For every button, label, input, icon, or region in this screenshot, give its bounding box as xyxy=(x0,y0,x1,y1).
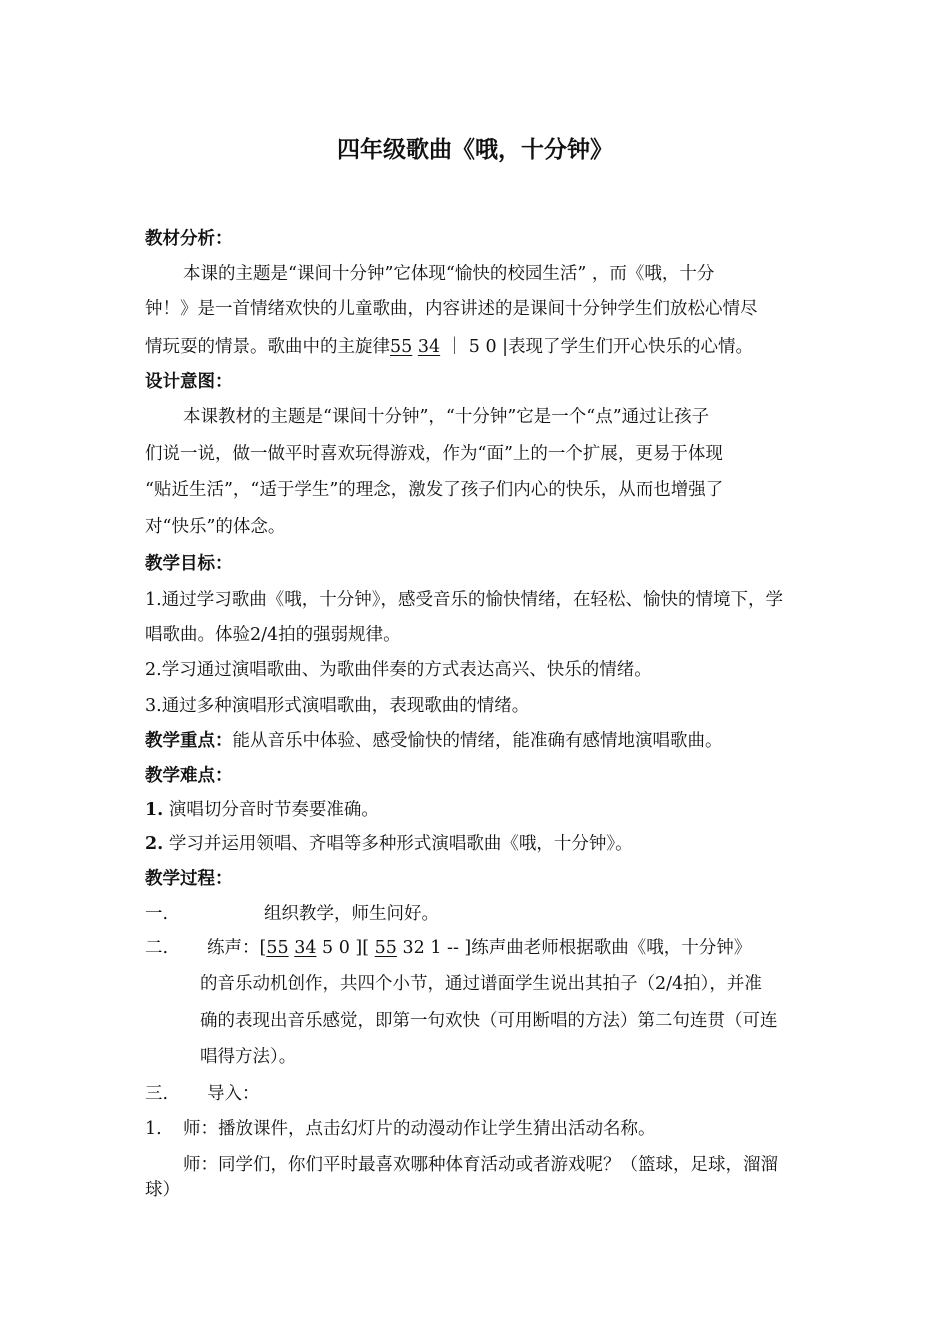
warmup-note-55: 55 xyxy=(266,938,289,958)
analysis-heading: 教材分析： xyxy=(145,229,233,249)
design-line-3: “贴近生活”，“适于学生”的理念，激发了孩子们内心的快乐，从而也增强了 xyxy=(145,480,724,500)
key-point-text: 能从音乐中体验、感受愉快的情绪，能准确有感情地演唱歌曲。 xyxy=(232,731,723,751)
process-step-3-number: 三. xyxy=(145,1084,169,1104)
goals-heading: 教学目标： xyxy=(145,554,233,574)
difficulty-item-1-number: 1. xyxy=(145,800,164,820)
melody-rest: ｜ 5 0 | xyxy=(440,337,509,357)
process-step-1-text: 组织教学，师生问好。 xyxy=(264,904,439,924)
design-heading: 设计意图： xyxy=(145,372,233,392)
process-step-3-text: 导入： xyxy=(207,1084,260,1104)
process-step-2-line-1 xyxy=(207,935,751,961)
process-teacher-line-1: 师：同学们，你们平时最喜欢哪种体育活动或者游戏呢？（篮球，足球，溜溜 xyxy=(183,1155,778,1175)
warmup-middle: 5 0 ][ xyxy=(316,938,375,958)
process-teacher-line-2: 球） xyxy=(145,1180,180,1200)
process-step-2-number: 二. xyxy=(145,938,169,958)
difficulty-item-2-text: 学习并运用领唱、齐唱等多种形式演唱歌曲《哦，十分钟》。 xyxy=(163,834,633,854)
analysis-line-1: 本课的主题是“课间十分钟”它体现“愉快的校园生活” ，而《哦，十分 xyxy=(183,264,715,284)
goals-line-2: 唱歌曲。体验2/4拍的强弱规律。 xyxy=(145,625,401,645)
warmup-label: 练声：[ xyxy=(207,938,267,958)
key-point xyxy=(145,728,723,754)
design-line-4: 对“快乐”的体念。 xyxy=(145,517,286,537)
difficulty-item-2-number: 2. xyxy=(145,834,164,854)
process-step-2-line-4: 唱得方法）。 xyxy=(200,1047,297,1067)
process-step-1-number: 一. xyxy=(145,904,169,924)
design-line-2: 们说一说，做一做平时喜欢玩得游戏，作为“面”上的一个扩展，更易于体现 xyxy=(145,444,723,464)
process-point-1-number: 1. xyxy=(145,1119,162,1139)
warmup-note-34: 34 xyxy=(294,938,317,958)
analysis-line-3-end: 表现了学生们开心快乐的心情。 xyxy=(508,337,754,357)
goals-line-4: 3.通过多种演唱形式演唱歌曲，表现歌曲的情绪。 xyxy=(145,696,530,716)
design-line-1: 本课教材的主题是“课间十分钟”，“十分钟”它是一个“点”通过让孩子 xyxy=(183,407,710,427)
difficulty-item-1 xyxy=(145,797,379,823)
key-point-label: 教学重点： xyxy=(145,731,233,751)
difficulty-item-1-text: 演唱切分音时节奏要准确。 xyxy=(163,800,379,820)
process-step-2-line-2: 的音乐动机创作，共四个小节，通过谱面学生说出其拍子（2/4拍），并准 xyxy=(200,974,762,994)
analysis-line-2: 钟！》是一首情绪欢快的儿童歌曲，内容讲述的是课间十分钟学生们放松心情尽 xyxy=(145,299,758,319)
process-step-2-line-3: 确的表现出音乐感觉，即第一句欢快（可用断唱的方法）第二句连贯（可连 xyxy=(200,1011,778,1031)
process-heading: 教学过程： xyxy=(145,869,233,889)
goals-line-1: 1.通过学习歌曲《哦，十分钟》，感受音乐的愉快情绪，在轻松、愉快的情境下，学 xyxy=(145,590,783,610)
difficulty-item-2 xyxy=(145,831,633,857)
melody-note-34: 34 xyxy=(417,337,441,357)
warmup-end: 32 1 -- ]练声曲老师根据歌曲《哦，十分钟》 xyxy=(396,938,752,958)
process-point-1-text: 师：播放课件，点击幻灯片的动漫动作让学生猜出活动名称。 xyxy=(183,1119,656,1139)
warmup-note-55-second: 55 xyxy=(374,938,397,958)
difficulty-heading: 教学难点： xyxy=(145,766,233,786)
document-title: 四年级歌曲《哦，十分钟》 xyxy=(337,136,613,163)
analysis-line-3-text: 情玩耍的情景。歌曲中的主旋律 xyxy=(145,337,390,357)
melody-note-55: 55 xyxy=(390,337,413,357)
goals-line-3: 2.学习通过演唱歌曲、为歌曲伴奏的方式表达高兴、快乐的情绪。 xyxy=(145,660,652,680)
analysis-line-3 xyxy=(145,334,753,360)
